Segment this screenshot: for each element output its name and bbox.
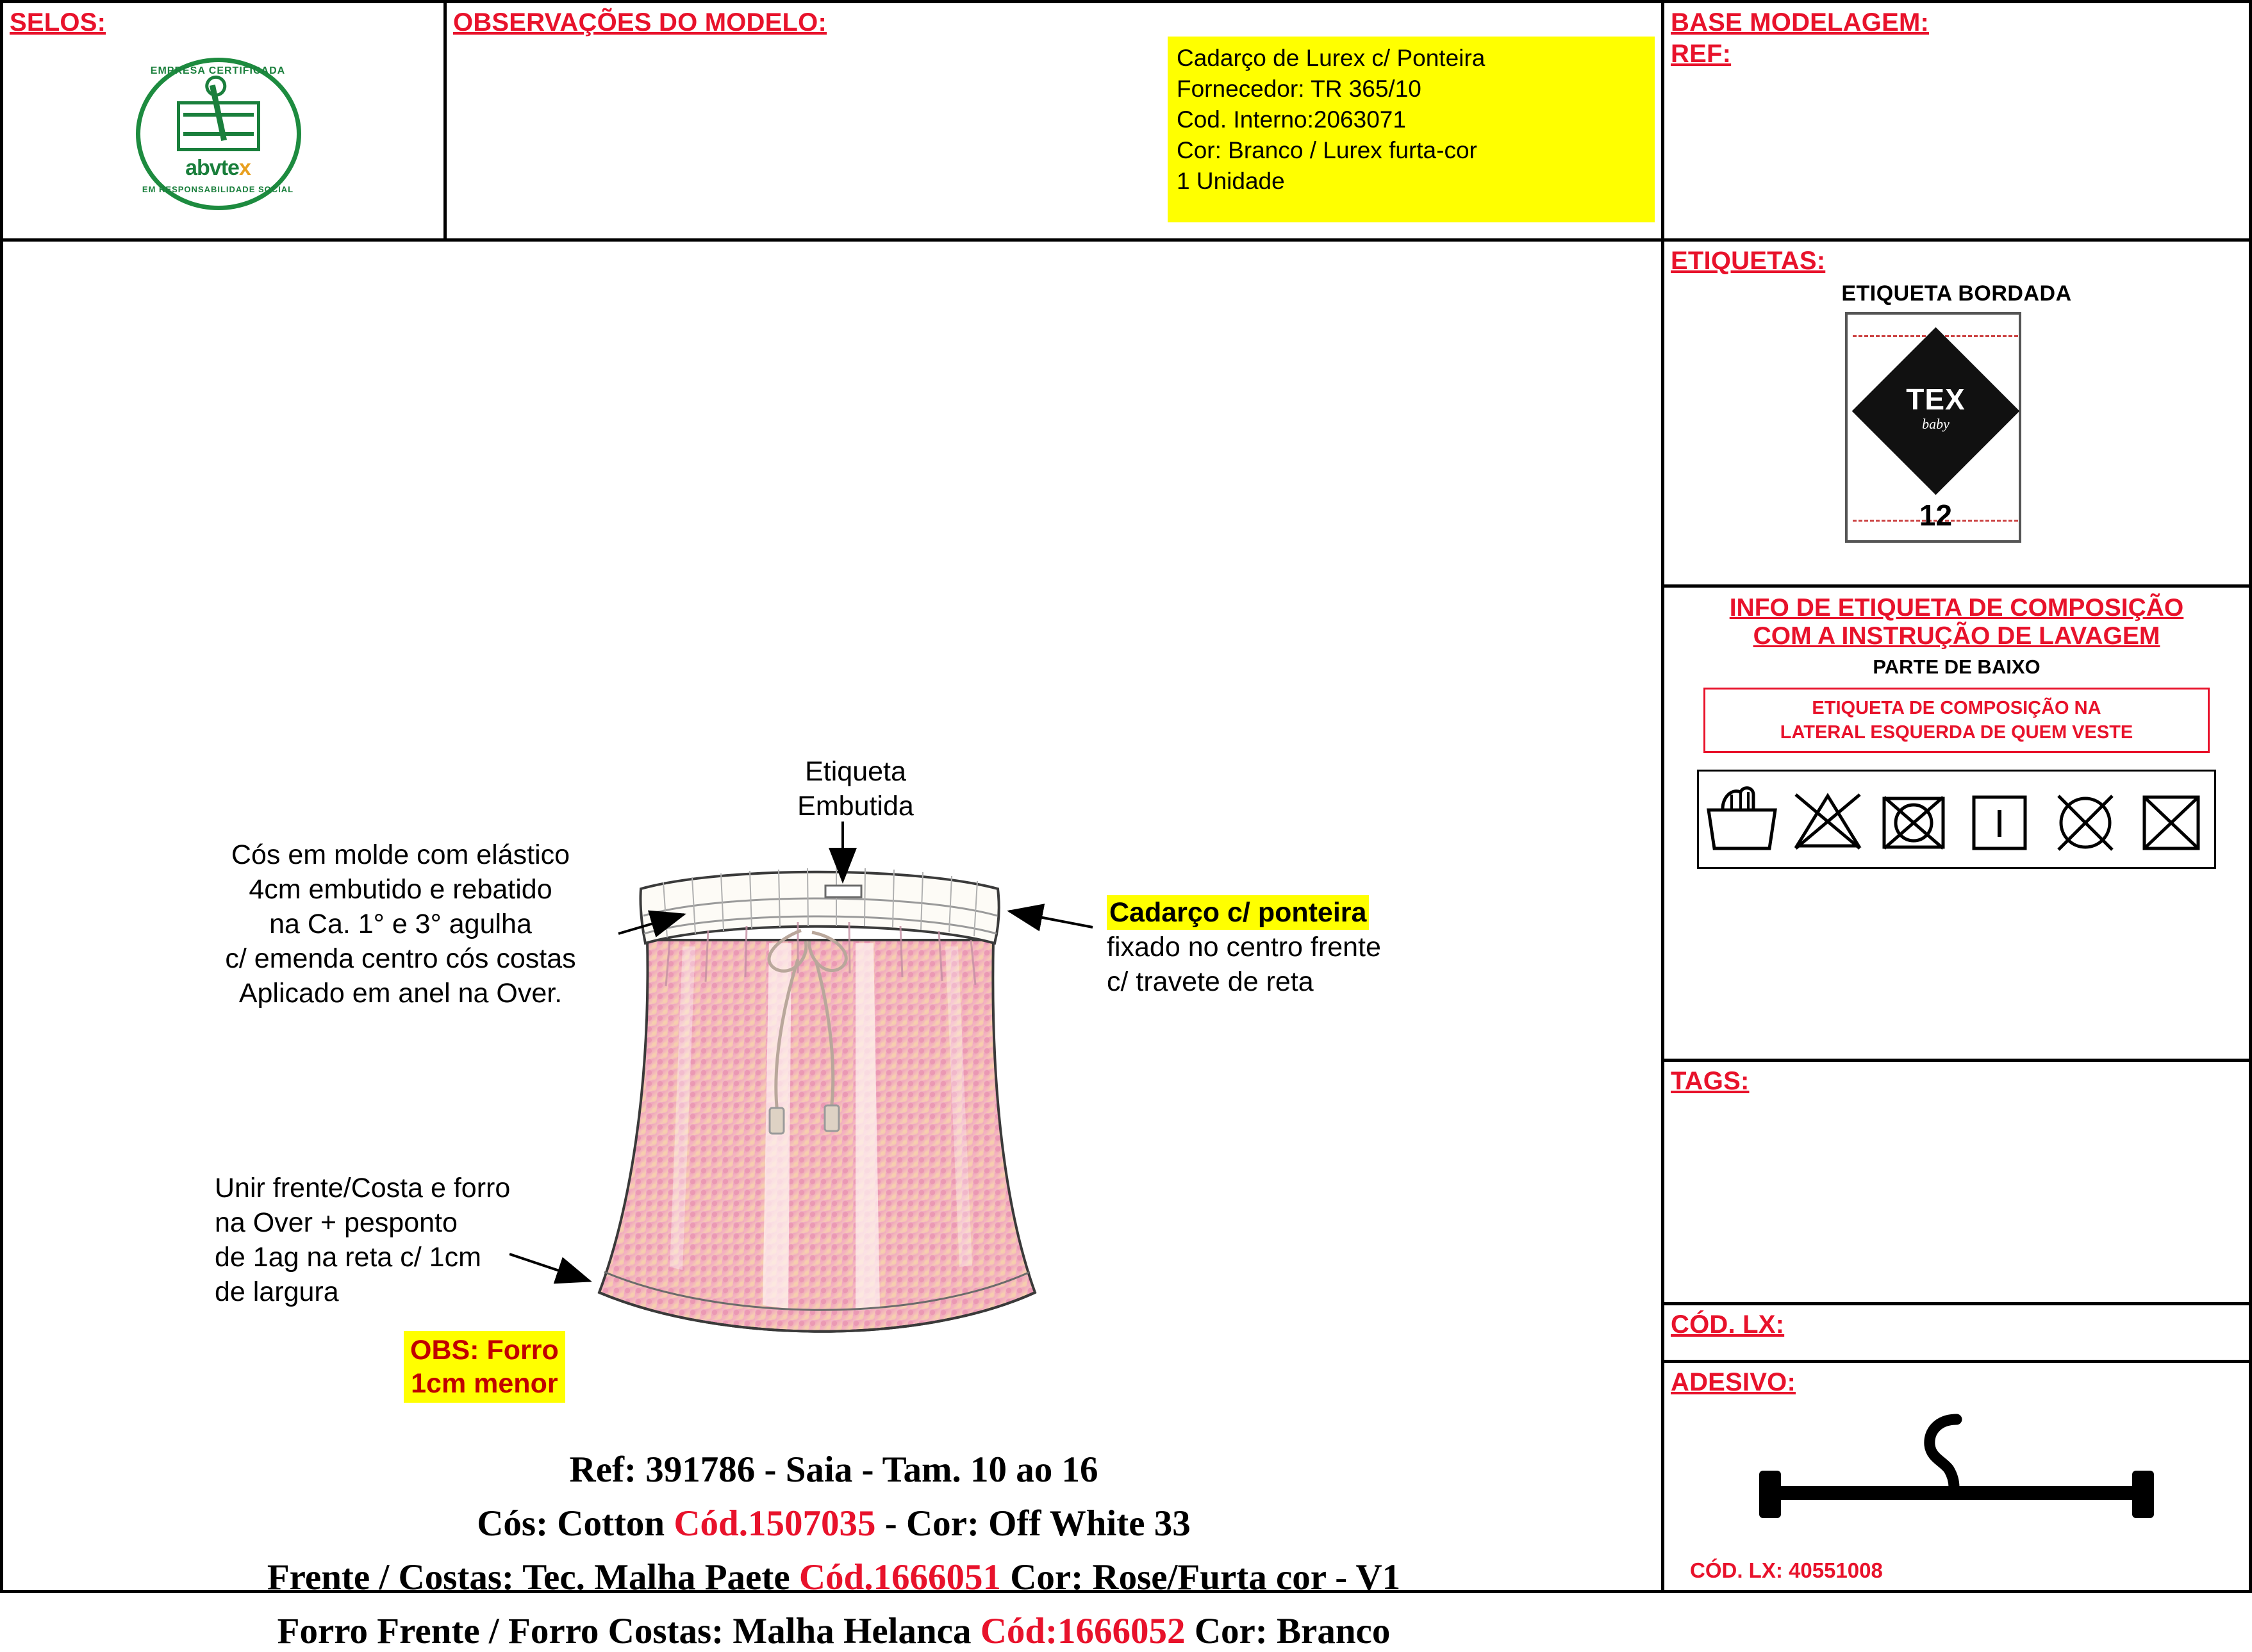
care-symbols-box bbox=[1697, 770, 2216, 869]
spec-cos-code: Cód.1507035 bbox=[674, 1503, 876, 1544]
right-column bbox=[1664, 242, 2249, 1590]
codlx-value: CÓD. LX: 40551008 bbox=[1690, 1558, 1883, 1582]
callout-line: de 1ag na reta c/ 1cm bbox=[215, 1242, 481, 1273]
info-subtitle: PARTE DE BAIXO bbox=[1873, 656, 2041, 678]
spec-frente-a: Frente / Costas: Tec. Malha Paete bbox=[267, 1557, 799, 1598]
base-modelagem-cell bbox=[1664, 3, 2249, 238]
obs-forro-line: OBS: Forro bbox=[410, 1335, 559, 1366]
codlx-section bbox=[1664, 1305, 2249, 1363]
supplier-note-line: Cod. Interno:2063071 bbox=[1177, 106, 1406, 133]
selos-cell bbox=[3, 3, 447, 238]
callout-line: de largura bbox=[215, 1276, 339, 1307]
seal-bottom-text: EM RESPONSABILIDADE SOCIAL bbox=[142, 185, 294, 194]
callout-line: c/ travete de reta bbox=[1107, 966, 1314, 997]
codlx-label: CÓD. LX: bbox=[1671, 1310, 1785, 1339]
seal-top-text: EMPRESA CERTIFICADA bbox=[150, 65, 286, 76]
seal-bar-2 bbox=[183, 132, 254, 136]
adesivo-label: ADESIVO: bbox=[1671, 1368, 1796, 1396]
spec-frente-code: Cód.1666051 bbox=[799, 1557, 1001, 1598]
ref-label: REF: bbox=[1671, 40, 1732, 68]
etiqueta-bordada-label: ETIQUETA BORDADA bbox=[1841, 281, 2072, 306]
callout-obs-forro bbox=[404, 1331, 565, 1403]
spec-forro-a: Forro Frente / Forro Costas: Malha Helanca bbox=[277, 1611, 981, 1651]
info-title-line: INFO DE ETIQUETA DE COMPOSIÇÃO bbox=[1729, 594, 2184, 622]
callout-line: Unir frente/Costa e forro bbox=[215, 1173, 511, 1203]
info-title-line: COM A INSTRUÇÃO DE LAVAGEM bbox=[1753, 622, 2160, 650]
spec-forro-code: Cód:1666052 bbox=[980, 1611, 1186, 1651]
embroidered-label-preview bbox=[1845, 312, 2021, 543]
callout-cadarco bbox=[1107, 895, 1543, 999]
callout-line: na Ca. 1° e 3° agulha bbox=[269, 909, 532, 939]
tags-section bbox=[1664, 1062, 2249, 1305]
spec-frente-b: Cor: Rose/Furta cor - V1 bbox=[1001, 1557, 1401, 1598]
spec-line-forro bbox=[3, 1610, 1664, 1652]
tags-label: TAGS: bbox=[1671, 1067, 1750, 1095]
info-box-line: ETIQUETA DE COMPOSIÇÃO NA bbox=[1812, 698, 2101, 718]
technical-drawing bbox=[3, 242, 1664, 1399]
hanger-icon bbox=[1664, 1408, 2249, 1536]
callout-unir bbox=[215, 1171, 625, 1309]
do-not-wring-icon bbox=[2133, 784, 2210, 855]
brand-label: TEX bbox=[1906, 383, 1966, 416]
spec-line-cos bbox=[3, 1503, 1664, 1544]
iron-icon bbox=[1961, 784, 2038, 855]
callout-line: na Over + pesponto bbox=[215, 1207, 458, 1238]
hanger-illustration bbox=[1664, 1408, 2249, 1536]
adesivo-section bbox=[1664, 1363, 2249, 1594]
etiquetas-label: ETIQUETAS: bbox=[1671, 247, 1826, 275]
do-not-tumble-dry-icon bbox=[1875, 784, 1952, 855]
hand-wash-icon bbox=[1703, 784, 1780, 855]
selos-label: SELOS: bbox=[10, 8, 106, 37]
spec-line-ref: Ref: 391786 - Saia - Tam. 10 ao 16 bbox=[569, 1450, 1098, 1490]
callout-line: Aplicado em anel na Over. bbox=[238, 978, 563, 1009]
info-box-line: LATERAL ESQUERDA DE QUEM VESTE bbox=[1780, 722, 2133, 743]
etiquetas-section bbox=[1664, 242, 2249, 588]
obs-forro-line: 1cm menor bbox=[411, 1368, 558, 1399]
callout-line: Etiqueta bbox=[805, 756, 906, 787]
main-drawing-column bbox=[3, 242, 1664, 1651]
info-composicao-section bbox=[1664, 588, 2249, 1062]
supplier-note bbox=[1168, 37, 1655, 222]
supplier-note-line: Fornecedor: TR 365/10 bbox=[1177, 76, 1421, 102]
spec-cos-b: - Cor: Off White 33 bbox=[875, 1503, 1191, 1544]
callout-line: 4cm embutido e rebatido bbox=[249, 874, 552, 905]
spec-forro-b: Cor: Branco bbox=[1185, 1611, 1391, 1651]
body-area bbox=[3, 242, 2249, 1651]
spec-line-frente bbox=[3, 1557, 1664, 1598]
seal-brand-text: abvte bbox=[185, 156, 239, 180]
supplier-note-line: Cor: Branco / Lurex furta-cor bbox=[1177, 137, 1477, 163]
seal-brand bbox=[122, 156, 314, 181]
info-red-box bbox=[1703, 688, 2210, 753]
abvtex-seal-icon bbox=[122, 51, 314, 215]
callout-etiqueta-embutida bbox=[747, 754, 965, 823]
do-not-bleach-icon bbox=[1789, 784, 1866, 855]
header-band bbox=[3, 3, 2249, 242]
callout-cadarco-highlight: Cadarço c/ ponteira bbox=[1107, 895, 1369, 930]
observacoes-label: OBSERVAÇÕES DO MODELO: bbox=[453, 8, 827, 37]
info-title bbox=[1664, 588, 2249, 650]
callout-line: c/ emenda centro cós costas bbox=[225, 943, 576, 974]
supplier-note-line: 1 Unidade bbox=[1177, 168, 1285, 194]
supplier-note-line: Cadarço de Lurex c/ Ponteira bbox=[1177, 45, 1486, 71]
callout-line: Embutida bbox=[797, 791, 914, 822]
brand-sublabel: baby bbox=[1922, 416, 1950, 432]
observacoes-cell bbox=[447, 3, 1664, 238]
base-modelagem-label: BASE MODELAGEM: bbox=[1671, 8, 1929, 37]
spec-cos-a: Cós: Cotton bbox=[477, 1503, 674, 1544]
do-not-dryclean-icon bbox=[2047, 784, 2124, 855]
label-size: 12 bbox=[1919, 499, 1953, 532]
callout-line: fixado no centro frente bbox=[1107, 932, 1381, 962]
seal-brand-accent: x bbox=[238, 156, 251, 180]
callout-cos bbox=[157, 838, 644, 1011]
callout-line: Cós em molde com elástico bbox=[231, 839, 570, 870]
